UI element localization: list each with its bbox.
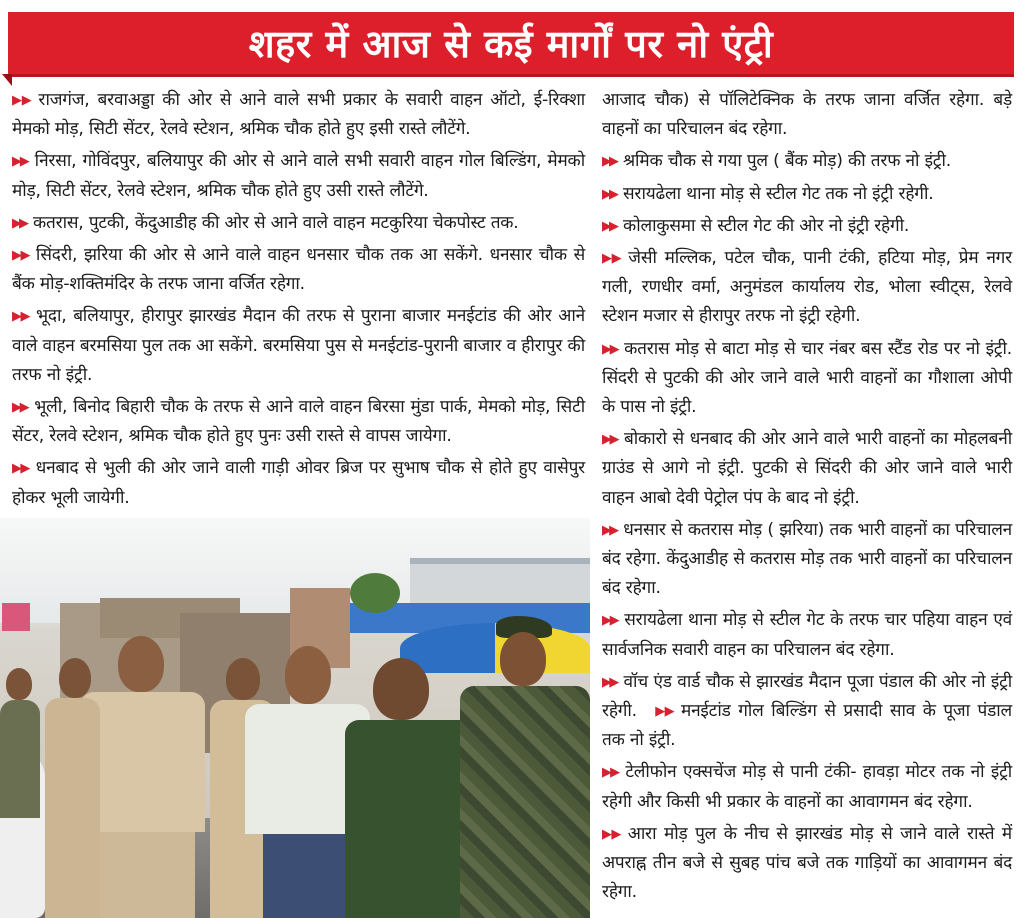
arrow-icon: ▶▶ bbox=[602, 251, 622, 267]
right-column bbox=[602, 86, 1012, 906]
route-item: ▶▶ सरायढेला थाना मोड़ से स्टील गेट तक नो इंट्री रहेगी. bbox=[602, 183, 934, 204]
photo-person bbox=[0, 668, 40, 818]
arrow-icon: ▶▶ bbox=[602, 765, 619, 781]
route-item: ▶▶ भूदा, बलियापुर, हीरापुर झारखंड मैदान की तरफ से पुराना बाजार मनईटांड की ओर आने वाले वाहन बरमसिया पुल तक आ सकेंगे. बरमसिया पुस से मनईटांड-पुरानी बाजार व हीरापुर की तरफ नो इंट्री. bbox=[12, 306, 585, 385]
arrow-icon: ▶▶ bbox=[12, 215, 26, 231]
route-item: ▶▶ कतरास मोड़ से बाटा मोड़ से चार नंबर बस स्टैंड रोड पर नो इंट्री. सिंदरी से पुटकी की ओर जाने वाले भारी वाहनों का गौशाला ओपी के पास नो इंट्री. bbox=[602, 338, 1012, 418]
route-item: ▶▶ निरसा, गोविंदपुर, बलियापुर की ओर से आने वाले सभी सवारी वाहन गोल बिल्डिंग, मेमको मोड़, सिटी सेंटर, रेलवे स्टेशन, श्रमिक चौक होते हुए उसी रास्ते लौटेंगे. bbox=[12, 151, 585, 201]
headline-ribbon-tail bbox=[2, 74, 12, 86]
arrow-icon: ▶▶ bbox=[602, 218, 616, 234]
headline-banner bbox=[8, 12, 1014, 74]
arrow-icon: ▶▶ bbox=[12, 248, 29, 264]
arrow-icon: ▶▶ bbox=[602, 522, 617, 538]
left-column bbox=[12, 86, 585, 516]
arrow-icon: ▶▶ bbox=[602, 186, 616, 202]
route-item: ▶▶ कोलाकुसमा से स्टील गेट की ओर नो इंट्री रहेगी. bbox=[602, 215, 910, 236]
arrow-icon: ▶▶ bbox=[602, 341, 618, 357]
route-item: ▶▶ धनबाद से भुली की ओर जाने वाली गाड़ी ओवर ब्रिज पर सुभाष चौक से होते हुए वासेपुर होकर भूली जायेगी. bbox=[12, 458, 585, 508]
route-item: ▶▶ सिंदरी, झरिया की ओर से आने वाले वाहन धनसार चौक तक आ सकेंगे. धनसार चौक से बैंक मोड़-शक्तिमंदिर के तरफ जाना वर्जित रहेगा. bbox=[12, 245, 585, 295]
arrow-icon: ▶▶ bbox=[602, 154, 616, 170]
route-item: ▶▶ राजगंज, बरवाअड्डा की ओर से आने वाले सभी प्रकार के सवारी वाहन ऑटो, ई-रिक्शा मेमको मोड़, सिटी सेंटर, रेलवे स्टेशन, श्रमिक चौक होते हुए इसी रास्ते लौटेंगे. bbox=[12, 90, 586, 140]
arrow-icon: ▶▶ bbox=[12, 461, 29, 477]
arrow-icon: ▶▶ bbox=[12, 400, 28, 416]
news-photo bbox=[0, 518, 590, 918]
route-item: ▶▶ जेसी मल्लिक, पटेल चौक, पानी टंकी, हटिया मोड़, प्रेम नगर गली, रणधीर वर्मा, अनुमंडल कार्यालय रोड, भोला स्वीट्स, रेलवे स्टेशन मजार से हीरापुर तरफ नो इंट्री रहेगी. bbox=[602, 248, 1012, 327]
route-item: ▶▶ टेलीफोन एक्सचेंज मोड़ से पानी टंकी- हावड़ा मोटर तक नो इंट्री रहेगी और किसी भी प्रकार के वाहनों का आवागमन बंद रहेगा. bbox=[602, 762, 1012, 812]
arrow-icon: ▶▶ bbox=[602, 674, 617, 690]
route-item: ▶▶ सरायढेला थाना मोड़ से स्टील गेट के तरफ चार पहिया वाहन एवं सार्वजनिक सवारी वाहन का परिचालन बंद रहेगा. bbox=[602, 610, 1012, 660]
route-item: ▶▶ आरा मोड़ पुल के नीच से झारखंड मोड़ से जाने वाले रास्ते में अपराह्न तीन बजे से सुबह पांच बजे तक गाड़ियों का आवागमन बंद रहेगा. bbox=[602, 823, 1012, 903]
photo-person bbox=[345, 658, 475, 918]
photo-person bbox=[45, 658, 100, 918]
arrow-icon: ▶▶ bbox=[12, 154, 28, 170]
route-item: ▶▶ बोकारो से धनबाद की ओर आने वाले भारी वाहनों का मोहलबनी ग्राउंड से आगे नो इंट्री. पुटकी से सिंदरी की ओर जाने वाले भारी वाहन आबो देवी पेट्रोल पंप के बाद नो इंट्री. bbox=[602, 429, 1012, 508]
route-item: ▶▶ धनसार से कतरास मोड़ ( झरिया) तक भारी वाहनों का परिचालन बंद रहेगा. केंदुआडीह से कतरास मोड़ तक भारी वाहनों का परिचालन बंद रहेगा. bbox=[602, 519, 1012, 599]
arrow-icon: ▶▶ bbox=[12, 309, 29, 325]
photo-tree bbox=[350, 573, 400, 613]
route-item: ▶▶ कतरास, पुटकी, केंदुआडीह की ओर से आने वाले वाहन मटकुरिया चेकपोस्ट तक. bbox=[12, 212, 519, 233]
arrow-icon: ▶▶ bbox=[12, 93, 32, 108]
arrow-icon: ▶▶ bbox=[652, 704, 675, 720]
route-item: ▶▶ वॉच एंड वार्ड चौक से झारखंड मैदान पूजा पंडाल की ओर नो इंट्री रहेगी. ▶▶ मनईटांड गोल बिल्डिंग से प्रसादी साव के पूजा पंडाल तक नो इंट्री. bbox=[602, 671, 1012, 751]
headline-text: शहर में आज से कई मार्गों पर नो एंट्री bbox=[248, 22, 774, 66]
route-item: ▶▶ भूली, बिनोद बिहारी चौक के तरफ से आने वाले वाहन बिरसा मुंडा पार्क, मेमको मोड़, सिटी सेंटर, रेलवे स्टेशन, श्रमिक चौक होते हुए पुनः उसी रास्ते से वापस जायेगा. bbox=[12, 397, 585, 447]
route-item-continued: आजाद चौक) से पॉलिटेक्निक के तरफ जाना वर्जित रहेगा. बड़े वाहनों का परिचालन बंद रहेगा. bbox=[602, 90, 1012, 140]
arrow-icon: ▶▶ bbox=[602, 432, 617, 448]
photo-sign bbox=[2, 603, 30, 631]
route-item: ▶▶ श्रमिक चौक से गया पुल ( बैंक मोड़) की तरफ नो इंट्री. bbox=[602, 151, 951, 172]
arrow-icon: ▶▶ bbox=[602, 613, 618, 629]
arrow-icon: ▶▶ bbox=[602, 826, 621, 842]
photo-person bbox=[460, 616, 590, 918]
